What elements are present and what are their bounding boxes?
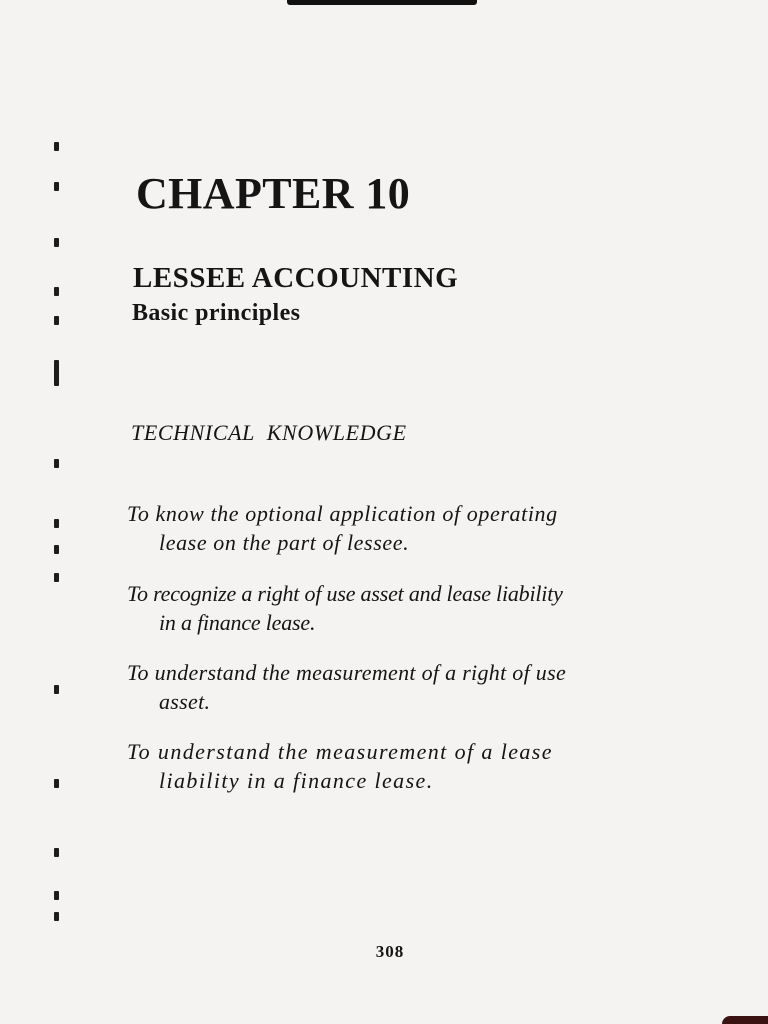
binding-mark (54, 545, 59, 554)
binding-mark (54, 519, 59, 528)
binding-mark (54, 848, 59, 857)
objective-item (127, 658, 687, 716)
objective-item (127, 737, 687, 795)
binding-mark (54, 912, 59, 921)
page-top-edge (287, 0, 477, 5)
objective-item (127, 499, 687, 557)
section-title: LESSEE ACCOUNTING (133, 262, 459, 294)
binding-mark (54, 891, 59, 900)
chapter-title: CHAPTER 10 (136, 169, 411, 218)
binding-mark (54, 685, 59, 694)
objectives-list (127, 499, 687, 795)
objective-line-continued: liability in a finance lease. (159, 768, 434, 793)
binding-mark (54, 779, 59, 788)
section-subtitle: Basic principles (132, 300, 301, 326)
objective-line-continued: in a finance lease. (159, 610, 316, 635)
objective-line-continued: lease on the part of lessee. (159, 530, 410, 555)
page-corner-mark (722, 1016, 768, 1024)
binding-mark (54, 360, 59, 386)
objective-line: To understand the measurement of a lease (127, 739, 553, 764)
objective-item (127, 579, 687, 637)
binding-mark (54, 238, 59, 247)
binding-mark (54, 182, 59, 191)
objective-line: To understand the measurement of a right of use (127, 660, 567, 685)
binding-mark (54, 459, 59, 468)
binding-mark (54, 287, 59, 296)
binding-mark (54, 316, 59, 325)
objective-line: To recognize a right of use asset and lease liability (127, 581, 563, 606)
technical-knowledge-heading: TECHNICAL KNOWLEDGE (131, 420, 407, 445)
page-number: 308 (375, 942, 405, 961)
binding-mark (54, 573, 59, 582)
objective-line: To know the optional application of operating (127, 501, 558, 526)
binding-mark (54, 142, 59, 151)
objective-line-continued: asset. (159, 689, 211, 714)
